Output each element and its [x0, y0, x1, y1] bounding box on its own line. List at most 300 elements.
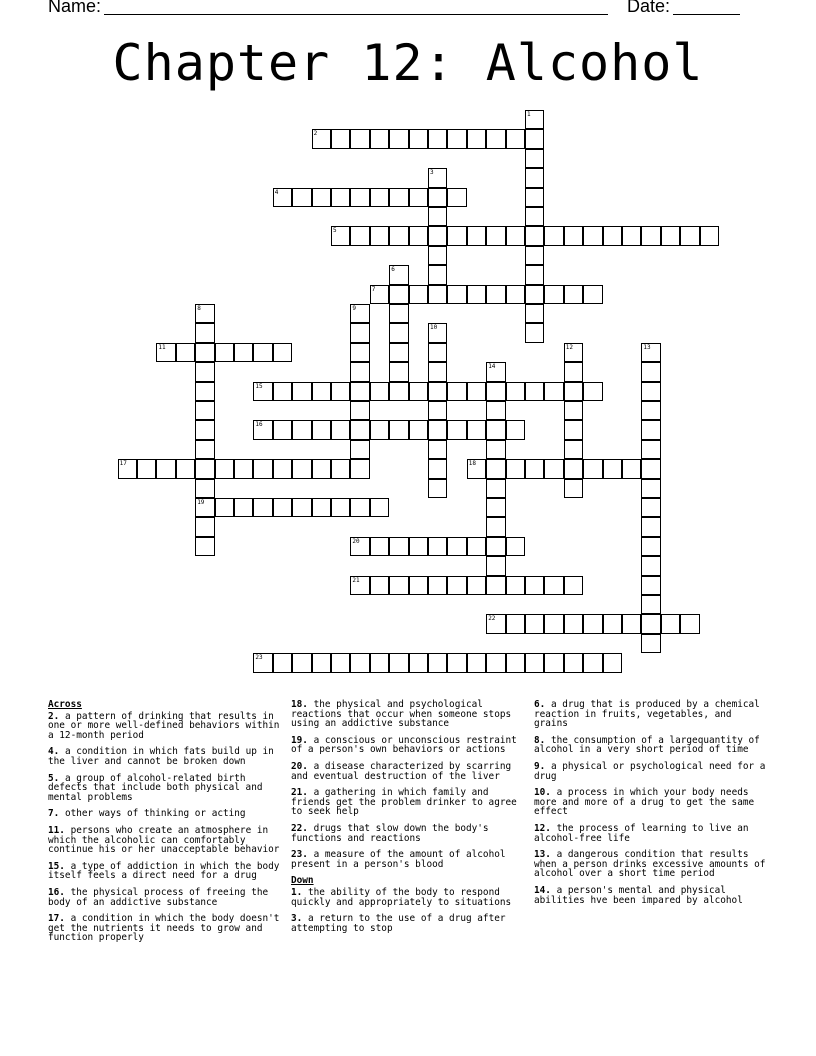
grid-cell[interactable] — [389, 343, 408, 362]
grid-cell[interactable] — [467, 420, 486, 439]
grid-cell[interactable] — [331, 226, 350, 245]
clue-text: a conscious or unconscious restraint of a person's own behaviors or actions — [291, 734, 517, 756]
grid-cell[interactable] — [428, 576, 447, 595]
grid-cell[interactable] — [370, 420, 389, 439]
clue-number: 3 — [430, 169, 434, 177]
grid-cell[interactable] — [447, 653, 466, 672]
grid-cell[interactable] — [564, 285, 583, 304]
grid-cell[interactable] — [292, 498, 311, 517]
grid-cell[interactable] — [428, 382, 447, 401]
grid-cell[interactable] — [370, 576, 389, 595]
clue-number: 19 — [197, 499, 205, 506]
down-clue — [534, 700, 768, 729]
grid-cell[interactable] — [350, 401, 369, 420]
grid-cell[interactable] — [312, 188, 331, 207]
grid-cell[interactable] — [564, 479, 583, 498]
grid-cell[interactable] — [350, 459, 369, 478]
clue-text: a gathering in which family and friends get the problem drinker to agree to seek help — [291, 787, 517, 818]
grid-cell[interactable] — [641, 479, 660, 498]
grid-cell[interactable] — [525, 614, 544, 633]
clue-number: 5 — [333, 227, 337, 235]
across-clue — [48, 914, 282, 943]
grid-cell[interactable] — [467, 576, 486, 595]
grid-cell[interactable] — [447, 420, 466, 439]
grid-cell[interactable] — [525, 149, 544, 168]
grid-cell[interactable] — [486, 226, 505, 245]
grid-cell[interactable] — [564, 614, 583, 633]
grid-cell[interactable] — [486, 362, 505, 381]
grid-cell[interactable] — [544, 653, 563, 672]
grid-cell[interactable] — [370, 188, 389, 207]
grid-cell[interactable] — [370, 537, 389, 556]
clue-number: 22 — [488, 615, 496, 623]
grid-cell[interactable] — [350, 343, 369, 362]
grid-cell[interactable] — [583, 653, 602, 672]
grid-cell[interactable] — [486, 537, 505, 556]
across-clue — [291, 788, 525, 817]
grid-cell[interactable] — [486, 129, 505, 148]
grid-cell[interactable] — [350, 382, 369, 401]
clue-text: a process in which your body needs more and more of a drug to get the same effect — [534, 787, 755, 818]
grid-cell[interactable] — [331, 382, 350, 401]
grid-cell[interactable] — [564, 362, 583, 381]
clue-number: 4 — [274, 188, 279, 196]
grid-cell[interactable] — [389, 382, 408, 401]
grid-cell[interactable] — [195, 382, 214, 401]
grid-cell[interactable] — [467, 653, 486, 672]
grid-cell[interactable] — [389, 653, 408, 672]
grid-cell[interactable] — [641, 362, 660, 381]
grid-cell[interactable] — [486, 517, 505, 536]
grid-cell[interactable] — [331, 459, 350, 478]
grid-cell[interactable] — [176, 459, 195, 478]
grid-cell[interactable] — [331, 129, 350, 148]
grid-cell[interactable] — [525, 265, 544, 284]
grid-cell[interactable] — [447, 129, 466, 148]
grid-cell[interactable] — [428, 440, 447, 459]
grid-cell[interactable] — [641, 537, 660, 556]
grid-cell[interactable] — [603, 614, 622, 633]
across-clue — [291, 850, 525, 869]
grid-cell[interactable] — [525, 285, 544, 304]
grid-cell[interactable] — [661, 226, 680, 245]
grid-cell[interactable] — [486, 653, 505, 672]
grid-cell[interactable] — [195, 459, 214, 478]
grid-cell[interactable] — [370, 653, 389, 672]
grid-cell[interactable] — [350, 129, 369, 148]
grid-cell[interactable] — [583, 226, 602, 245]
grid-cell[interactable] — [273, 420, 292, 439]
grid-cell[interactable] — [506, 653, 525, 672]
grid-cell[interactable] — [564, 653, 583, 672]
grid-cell[interactable] — [176, 343, 195, 362]
grid-cell[interactable] — [195, 362, 214, 381]
grid-cell[interactable] — [583, 382, 602, 401]
clue-number: 6. — [534, 699, 546, 710]
clue-number: 3. — [291, 913, 303, 925]
grid-cell[interactable] — [331, 653, 350, 672]
grid-cell[interactable] — [506, 537, 525, 556]
grid-cell[interactable] — [389, 129, 408, 148]
across-clue — [291, 762, 525, 781]
clue-text: persons who create an atmosphere in which the alcoholic can comfortably continue his or her unacceptable behavior — [48, 824, 280, 856]
down-clue — [534, 824, 768, 843]
clue-number: 16 — [255, 421, 263, 429]
grid-cell[interactable] — [195, 323, 214, 342]
grid-cell[interactable] — [525, 459, 544, 478]
grid-cell[interactable] — [389, 420, 408, 439]
grid-cell[interactable] — [564, 382, 583, 401]
grid-cell[interactable] — [506, 285, 525, 304]
grid-cell[interactable] — [350, 653, 369, 672]
grid-cell[interactable] — [603, 226, 622, 245]
down-clue — [534, 736, 768, 755]
clue-text: the physical process of freeing the body of an addictive substance — [48, 886, 269, 908]
grid-cell[interactable] — [409, 285, 428, 304]
grid-cell[interactable] — [525, 129, 544, 148]
grid-cell[interactable] — [389, 576, 408, 595]
grid-cell[interactable] — [409, 129, 428, 148]
grid-cell[interactable] — [215, 459, 234, 478]
clue-number: 22. — [291, 822, 308, 834]
grid-cell[interactable] — [428, 129, 447, 148]
grid-cell[interactable] — [641, 440, 660, 459]
grid-cell[interactable] — [273, 653, 292, 672]
grid-cell[interactable] — [409, 188, 428, 207]
grid-cell[interactable] — [370, 498, 389, 517]
grid-cell[interactable] — [350, 576, 369, 595]
grid-cell[interactable] — [312, 498, 331, 517]
grid-cell[interactable] — [312, 129, 331, 148]
grid-cell[interactable] — [641, 401, 660, 420]
grid-cell[interactable] — [603, 459, 622, 478]
grid-cell[interactable] — [680, 226, 699, 245]
grid-cell[interactable] — [447, 382, 466, 401]
grid-cell[interactable] — [544, 614, 563, 633]
grid-cell[interactable] — [506, 614, 525, 633]
grid-cell[interactable] — [447, 285, 466, 304]
grid-cell[interactable] — [350, 537, 369, 556]
grid-cell[interactable] — [467, 129, 486, 148]
clue-text: a measure of the amount of alcohol present in a person's blood — [291, 849, 506, 870]
grid-cell[interactable] — [661, 614, 680, 633]
grid-cell[interactable] — [641, 459, 660, 478]
grid-cell[interactable] — [253, 459, 272, 478]
grid-cell[interactable] — [700, 226, 719, 245]
grid-cell[interactable] — [389, 188, 408, 207]
grid-cell[interactable] — [467, 382, 486, 401]
grid-cell[interactable] — [486, 614, 505, 633]
grid-cell[interactable] — [641, 556, 660, 575]
grid-cell[interactable] — [486, 420, 505, 439]
grid-cell[interactable] — [428, 479, 447, 498]
grid-cell[interactable] — [525, 576, 544, 595]
grid-cell[interactable] — [564, 459, 583, 478]
grid-cell[interactable] — [641, 614, 660, 633]
across-heading: Across — [48, 699, 82, 710]
clue-text: a group of alcohol-related birth defects that include both physical and mental problems — [48, 772, 263, 803]
grid-cell[interactable] — [447, 576, 466, 595]
grid-cell[interactable] — [370, 285, 389, 304]
grid-cell[interactable] — [428, 362, 447, 381]
grid-cell[interactable] — [506, 459, 525, 478]
grid-cell[interactable] — [486, 382, 505, 401]
grid-cell[interactable] — [486, 285, 505, 304]
clue-number: 20. — [291, 760, 308, 772]
grid-cell[interactable] — [525, 168, 544, 187]
grid-cell[interactable] — [641, 517, 660, 536]
grid-cell[interactable] — [641, 420, 660, 439]
grid-cell[interactable] — [583, 285, 602, 304]
clue-text: the physical and psychological reactions that occur when someone stops using an addictive substance — [291, 699, 512, 730]
grid-cell[interactable] — [253, 343, 272, 362]
grid-cell[interactable] — [486, 440, 505, 459]
grid-cell[interactable] — [195, 401, 214, 420]
grid-cell[interactable] — [428, 207, 447, 226]
grid-cell[interactable] — [409, 653, 428, 672]
grid-cell[interactable] — [486, 556, 505, 575]
grid-cell[interactable] — [195, 420, 214, 439]
grid-cell[interactable] — [409, 382, 428, 401]
across-clue — [291, 824, 525, 843]
clue-text: the ability of the body to respond quickly and appropriately to situations — [291, 886, 512, 908]
grid-cell[interactable] — [234, 498, 253, 517]
grid-cell[interactable] — [273, 498, 292, 517]
grid-cell[interactable] — [447, 537, 466, 556]
grid-cell[interactable] — [544, 226, 563, 245]
across-clue — [48, 888, 282, 907]
grid-cell[interactable] — [350, 188, 369, 207]
grid-cell[interactable] — [312, 653, 331, 672]
grid-cell[interactable] — [273, 382, 292, 401]
grid-cell[interactable] — [195, 517, 214, 536]
grid-cell[interactable] — [525, 226, 544, 245]
grid-cell[interactable] — [137, 459, 156, 478]
grid-cell[interactable] — [195, 498, 214, 517]
grid-cell[interactable] — [428, 226, 447, 245]
grid-cell[interactable] — [641, 382, 660, 401]
grid-cell[interactable] — [564, 401, 583, 420]
grid-cell[interactable] — [292, 382, 311, 401]
grid-cell[interactable] — [118, 459, 137, 478]
grid-cell[interactable] — [389, 362, 408, 381]
grid-cell[interactable] — [350, 362, 369, 381]
grid-cell[interactable] — [486, 576, 505, 595]
grid-cell[interactable] — [273, 459, 292, 478]
down-clue — [291, 914, 525, 933]
down-clue — [534, 788, 768, 817]
grid-cell[interactable] — [641, 226, 660, 245]
grid-cell[interactable] — [564, 576, 583, 595]
across-clue — [291, 700, 525, 729]
grid-cell[interactable] — [447, 188, 466, 207]
grid-cell[interactable] — [312, 420, 331, 439]
grid-cell[interactable] — [195, 479, 214, 498]
clue-text: a type of addiction in which the body itself feels a direct need for a drug — [48, 860, 280, 882]
grid-cell[interactable] — [564, 420, 583, 439]
clue-text: drugs that slow down the body's functions and reactions — [291, 822, 489, 844]
grid-cell[interactable] — [486, 479, 505, 498]
grid-cell[interactable] — [428, 246, 447, 265]
grid-cell[interactable] — [486, 459, 505, 478]
clue-number: 4. — [48, 746, 60, 758]
clue-number: 10 — [430, 324, 438, 332]
down-clue — [534, 762, 768, 781]
grid-cell[interactable] — [156, 459, 175, 478]
clue-number: 15 — [255, 382, 263, 390]
clue-text: a dangerous condition that results when a person drinks excessive amounts of alcohol over a short time period — [534, 849, 766, 880]
grid-cell[interactable] — [525, 382, 544, 401]
grid-cell[interactable] — [428, 285, 447, 304]
grid-cell[interactable] — [156, 343, 175, 362]
grid-cell[interactable] — [350, 304, 369, 323]
grid-cell[interactable] — [253, 382, 272, 401]
grid-cell[interactable] — [273, 188, 292, 207]
grid-cell[interactable] — [409, 576, 428, 595]
clue-text: a disease characterized by scarring and eventual destruction of the liver — [291, 760, 512, 782]
across-clue — [48, 862, 282, 881]
grid-cell[interactable] — [583, 614, 602, 633]
clue-number: 23. — [291, 849, 308, 861]
grid-cell[interactable] — [525, 246, 544, 265]
grid-cell[interactable] — [641, 595, 660, 614]
clue-number: 8 — [197, 305, 201, 312]
grid-cell[interactable] — [195, 304, 214, 323]
grid-cell[interactable] — [467, 226, 486, 245]
grid-cell[interactable] — [583, 459, 602, 478]
grid-cell[interactable] — [389, 537, 408, 556]
grid-cell[interactable] — [428, 265, 447, 284]
grid-cell[interactable] — [370, 226, 389, 245]
grid-cell[interactable] — [525, 110, 544, 129]
grid-cell[interactable] — [370, 382, 389, 401]
grid-cell[interactable] — [680, 614, 699, 633]
grid-cell[interactable] — [622, 226, 641, 245]
grid-cell[interactable] — [350, 226, 369, 245]
grid-cell[interactable] — [544, 576, 563, 595]
date-label: Date: — [627, 0, 671, 16]
grid-cell[interactable] — [312, 382, 331, 401]
grid-cell[interactable] — [622, 614, 641, 633]
grid-cell[interactable] — [273, 343, 292, 362]
clue-number: 21. — [291, 787, 308, 799]
grid-cell[interactable] — [525, 653, 544, 672]
grid-cell[interactable] — [428, 343, 447, 362]
grid-cell[interactable] — [525, 323, 544, 342]
clue-text: a pattern of drinking that results in one or more well-defined behaviors within a 12-month period — [48, 710, 280, 741]
grid-cell[interactable] — [525, 304, 544, 323]
grid-cell[interactable] — [428, 168, 447, 187]
grid-cell[interactable] — [195, 440, 214, 459]
grid-cell[interactable] — [292, 188, 311, 207]
grid-cell[interactable] — [389, 265, 408, 284]
grid-cell[interactable] — [234, 343, 253, 362]
grid-cell[interactable] — [641, 343, 660, 362]
clue-number: 11 — [158, 343, 166, 351]
grid-cell[interactable] — [350, 440, 369, 459]
grid-cell[interactable] — [195, 537, 214, 556]
grid-cell[interactable] — [409, 420, 428, 439]
grid-cell[interactable] — [641, 576, 660, 595]
grid-cell[interactable] — [428, 653, 447, 672]
across-clue — [48, 826, 282, 855]
grid-cell[interactable] — [215, 343, 234, 362]
grid-cell[interactable] — [389, 285, 408, 304]
grid-cell[interactable] — [389, 304, 408, 323]
grid-cell[interactable] — [409, 537, 428, 556]
grid-cell[interactable] — [525, 188, 544, 207]
clue-number: 18 — [468, 460, 477, 468]
grid-cell[interactable] — [564, 343, 583, 362]
grid-cell[interactable] — [389, 323, 408, 342]
grid-cell[interactable] — [564, 226, 583, 245]
grid-cell[interactable] — [506, 576, 525, 595]
grid-cell[interactable] — [350, 420, 369, 439]
grid-cell[interactable] — [641, 498, 660, 517]
grid-cell[interactable] — [331, 420, 350, 439]
grid-cell[interactable] — [292, 459, 311, 478]
grid-cell[interactable] — [215, 498, 234, 517]
grid-cell[interactable] — [486, 401, 505, 420]
clue-number: 16. — [48, 886, 65, 898]
clue-number: 13. — [534, 849, 551, 861]
grid-cell[interactable] — [428, 420, 447, 439]
grid-cell[interactable] — [253, 498, 272, 517]
grid-cell[interactable] — [428, 323, 447, 342]
grid-cell[interactable] — [253, 420, 272, 439]
grid-cell[interactable] — [641, 634, 660, 653]
grid-cell[interactable] — [506, 226, 525, 245]
grid-cell[interactable] — [622, 459, 641, 478]
grid-cell[interactable] — [370, 129, 389, 148]
grid-cell[interactable] — [350, 323, 369, 342]
grid-cell[interactable] — [506, 420, 525, 439]
grid-cell[interactable] — [389, 226, 408, 245]
grid-cell[interactable] — [525, 207, 544, 226]
grid-cell[interactable] — [486, 498, 505, 517]
grid-cell[interactable] — [331, 188, 350, 207]
grid-cell[interactable] — [312, 459, 331, 478]
grid-cell[interactable] — [447, 226, 466, 245]
grid-cell[interactable] — [428, 459, 447, 478]
grid-cell[interactable] — [292, 653, 311, 672]
grid-cell[interactable] — [467, 537, 486, 556]
grid-cell[interactable] — [564, 440, 583, 459]
grid-cell[interactable] — [331, 498, 350, 517]
clue-number: 6 — [391, 266, 395, 274]
clue-text: the consumption of a largequantity of alcohol in a very short period of time — [534, 734, 760, 756]
grid-cell[interactable] — [467, 459, 486, 478]
grid-cell[interactable] — [428, 537, 447, 556]
grid-cell[interactable] — [467, 285, 486, 304]
grid-cell[interactable] — [195, 343, 214, 362]
grid-cell[interactable] — [253, 653, 272, 672]
clue-text: a return to the use of a drug after attempting to stop — [291, 913, 506, 934]
grid-cell[interactable] — [428, 401, 447, 420]
grid-cell[interactable] — [603, 653, 622, 672]
grid-cell[interactable] — [292, 420, 311, 439]
grid-cell[interactable] — [544, 459, 563, 478]
grid-cell[interactable] — [409, 226, 428, 245]
grid-cell[interactable] — [544, 285, 563, 304]
grid-cell[interactable] — [506, 382, 525, 401]
grid-cell[interactable] — [428, 188, 447, 207]
grid-cell[interactable] — [544, 382, 563, 401]
across-clue — [291, 736, 525, 755]
grid-cell[interactable] — [234, 459, 253, 478]
grid-cell[interactable] — [350, 498, 369, 517]
grid-cell[interactable] — [506, 129, 525, 148]
